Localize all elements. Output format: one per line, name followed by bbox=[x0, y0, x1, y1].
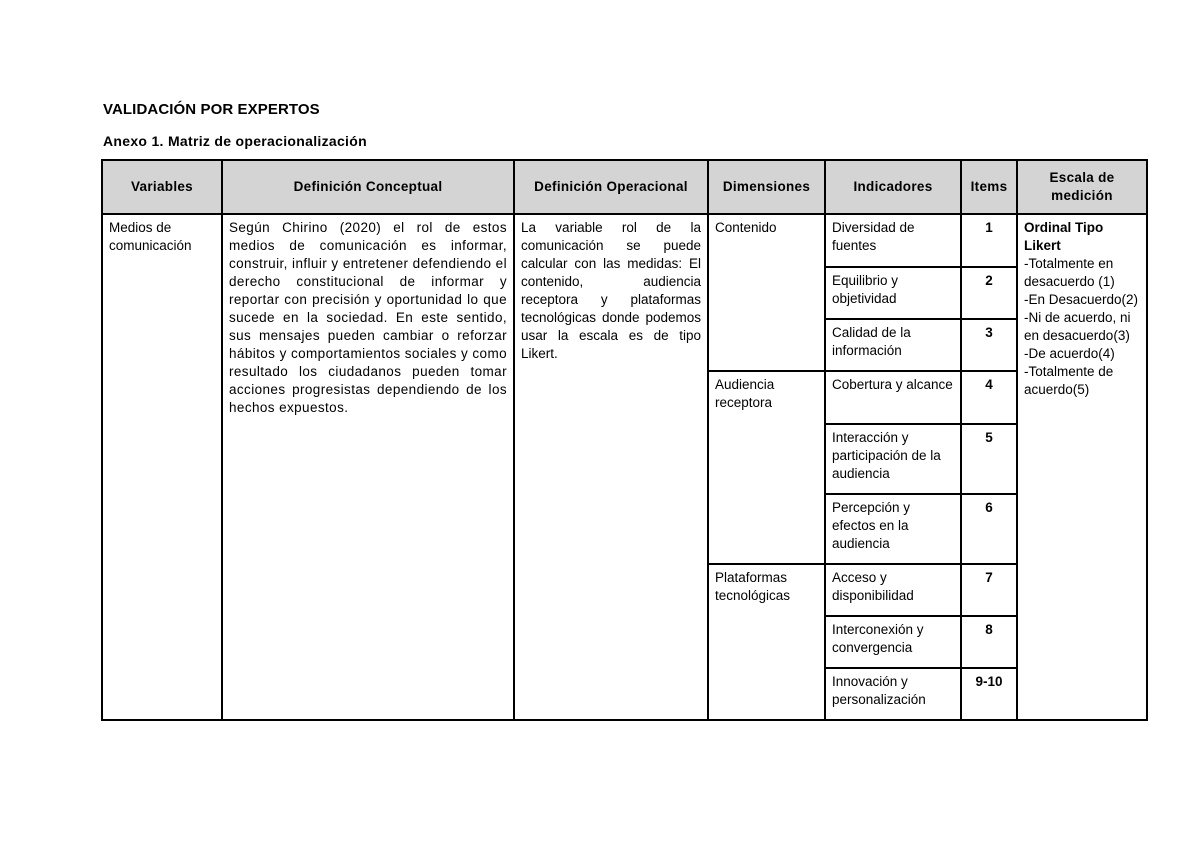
table-row bbox=[102, 214, 1147, 267]
scale-option: -De acuerdo(4) bbox=[1024, 346, 1115, 361]
item-cell: 8 bbox=[961, 616, 1017, 668]
column-header-dimensions: Dimensiones bbox=[708, 160, 825, 214]
item-cell: 1 bbox=[961, 214, 1017, 267]
dimension-cell: Contenido bbox=[708, 214, 825, 371]
indicator-cell: Calidad de la información bbox=[825, 319, 961, 371]
column-header-operational-definition: Definición Operacional bbox=[514, 160, 708, 214]
dimension-cell: Plataformas tecnológicas bbox=[708, 564, 825, 720]
item-cell: 9-10 bbox=[961, 668, 1017, 720]
indicator-cell: Interconexión y convergencia bbox=[825, 616, 961, 668]
dimension-cell: Audiencia receptora bbox=[708, 371, 825, 564]
table-header-row bbox=[102, 160, 1147, 214]
conceptual-definition-cell: Según Chirino (2020) el rol de estos medios de comunicación es informar, construir, influir y entretener defendiendo el derecho constitucional de informar y reportar con precisión y oportunidad lo que sucede en la sociedad. En este sentido, sus mensajes pueden cambiar o reforzar hábitos y comportamientos sociales y como resultado los ciudadanos pueden tomar acciones progresistas dependiendo de los hechos expuestos. bbox=[222, 214, 514, 720]
item-cell: 2 bbox=[961, 267, 1017, 319]
indicator-cell: Innovación y personalización bbox=[825, 668, 961, 720]
column-header-indicators: Indicadores bbox=[825, 160, 961, 214]
column-header-variables: Variables bbox=[102, 160, 222, 214]
indicator-cell: Equilibrio y objetividad bbox=[825, 267, 961, 319]
item-cell: 5 bbox=[961, 424, 1017, 494]
item-cell: 3 bbox=[961, 319, 1017, 371]
column-header-scale: Escala de medición bbox=[1017, 160, 1147, 214]
item-cell: 6 bbox=[961, 494, 1017, 564]
scale-title: Ordinal Tipo Likert bbox=[1024, 220, 1104, 253]
indicator-cell: Interacción y participación de la audiencia bbox=[825, 424, 961, 494]
scale-option: -Totalmente en desacuerdo (1) bbox=[1024, 256, 1115, 289]
item-cell: 7 bbox=[961, 564, 1017, 616]
scale-option: -Ni de acuerdo, ni en desacuerdo(3) bbox=[1024, 310, 1131, 343]
scale-cell bbox=[1017, 214, 1147, 720]
variable-cell: Medios de comunicación bbox=[102, 214, 222, 720]
scale-option: -Totalmente de acuerdo(5) bbox=[1024, 364, 1114, 397]
scale-option: -En Desacuerdo(2) bbox=[1024, 292, 1139, 307]
indicator-cell: Cobertura y alcance bbox=[825, 371, 961, 424]
indicator-cell: Percepción y efectos en la audiencia bbox=[825, 494, 961, 564]
item-cell: 4 bbox=[961, 371, 1017, 424]
operational-definition-cell: La variable rol de la comunicación se puede calcular con las medidas: El contenido, audiencia receptora y plataformas tecnológicas donde podemos usar la escala es de tipo Likert. bbox=[514, 214, 708, 720]
indicator-cell: Diversidad de fuentes bbox=[825, 214, 961, 267]
operationalization-matrix bbox=[101, 159, 1148, 721]
column-header-conceptual-definition: Definición Conceptual bbox=[222, 160, 514, 214]
indicator-cell: Acceso y disponibilidad bbox=[825, 564, 961, 616]
page-title: VALIDACIÓN POR EXPERTOS bbox=[103, 101, 320, 118]
annex-subtitle: Anexo 1. Matriz de operacionalización bbox=[103, 133, 367, 149]
column-header-items: Items bbox=[961, 160, 1017, 214]
